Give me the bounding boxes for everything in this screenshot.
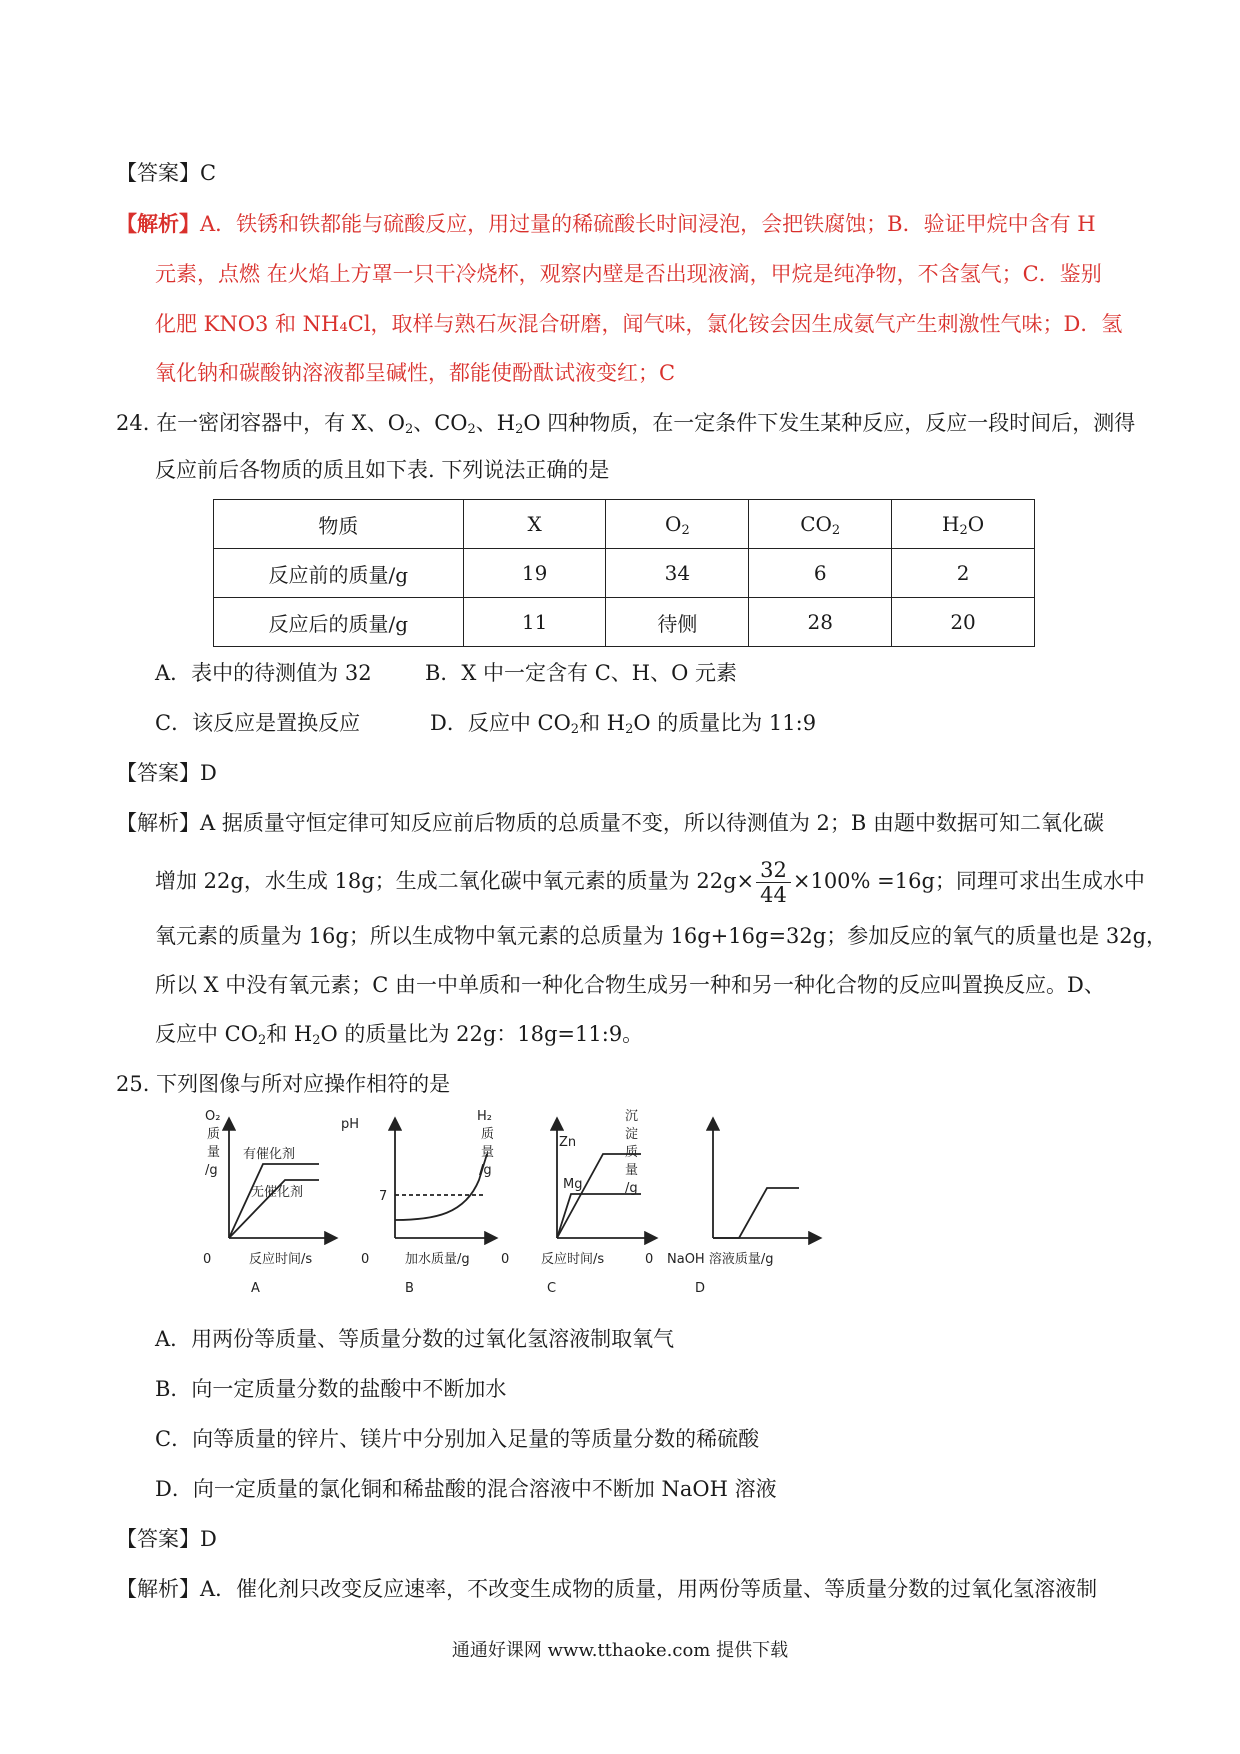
table-cell: 19 — [463, 549, 606, 598]
q24-analysis-line-1: 【解析】A 据质量守恒定律可知反应前后物质的总质量不变，所以待测值为 2；B 由题中数据可知二氧化碳 — [116, 811, 1104, 835]
graph-d-caption: D — [695, 1281, 706, 1296]
q25-answer — [116, 1524, 217, 1554]
q24-answer — [116, 758, 217, 788]
table-cell: 反应前的质量/g — [214, 549, 464, 598]
q25-option-c: C．向等质量的锌片、镁片中分别加入足量的等质量分数的稀硫酸 — [155, 1427, 760, 1451]
q24-stem-line-1: 24. 在一密闭容器中，有 X、$O_2$、$CO_2$、$H_2O$ 四种物质，在一定条件下发生某种反应，反应一段时间后，测得 — [116, 411, 1136, 437]
q23-analysis-line-4: 氧化钠和碳酸钠溶液都呈碱性，都能使酚酞试液变红；C — [155, 361, 676, 385]
graph-d-line — [713, 1188, 799, 1238]
svg-text:0: 0 — [361, 1252, 370, 1267]
answer-label: 【答案】 — [116, 161, 200, 185]
svg-text:/g: /g — [625, 1181, 638, 1196]
answer-label: 【答案】 — [116, 1527, 200, 1551]
q25-option-a: A．用两份等质量、等质量分数的过氧化氢溶液制取氧气 — [155, 1327, 675, 1351]
q23-answer — [116, 158, 216, 188]
table-row — [214, 549, 1035, 598]
page-footer: 通通好课网 www.tthaoke.com 提供下载 — [451, 1640, 789, 1661]
q25-graphs — [195, 1108, 855, 1304]
graph-b-curve — [395, 1154, 487, 1220]
q24-option-a: A．表中的待测值为 32 — [155, 661, 372, 685]
svg-text:量: 量 — [625, 1163, 639, 1178]
svg-text:0: 0 — [645, 1252, 654, 1267]
table-cell: 34 — [606, 549, 749, 598]
svg-text:量: 量 — [207, 1145, 221, 1160]
graph-a-y-label-1: O₂ — [205, 1109, 221, 1124]
q25-stem: 25. 下列图像与所对应操作相符的是 — [116, 1072, 451, 1096]
q24-option-c: C．该反应是置换反应 — [155, 711, 361, 735]
svg-text:量: 量 — [481, 1145, 495, 1160]
graph-b-y-label: pH — [341, 1117, 360, 1132]
graph-c-caption: C — [547, 1281, 557, 1296]
q24-option-b: B．X 中一定含有 C、H、O 元素 — [425, 661, 738, 685]
answer-value: D — [200, 1527, 217, 1551]
graph-a-x-label: 反应时间/s — [249, 1252, 313, 1267]
q25-option-b: B．向一定质量分数的盐酸中不断加水 — [155, 1377, 507, 1401]
graph-c-y-label-1: H₂ — [477, 1109, 492, 1124]
q23-analysis-line-3: 化肥 KNO3 和 NH₄Cl，取样与熟石灰混合研磨，闻气味，氯化铵会因生成氨气产生刺激性气味；D．氢 — [155, 312, 1123, 336]
q24-analysis-line-5: 反应中 $CO_2$和 $H_2O$ 的质量比为 22g：18g=11:9。 — [155, 1022, 644, 1048]
table-cell: 待侧 — [606, 598, 749, 647]
question-number: 25. — [116, 1072, 150, 1096]
q24-analysis-line-3: 氧元素的质量为 16g；所以生成物中氧元素的总质量为 16g+16g=32g；参加反应的氧气的质量也是 32g， — [155, 924, 1168, 948]
table-cell: 反应后的质量/g — [214, 598, 464, 647]
graph-b-x-label: 加水质量/g — [405, 1252, 470, 1267]
analysis-label: 【解析】 — [116, 1577, 200, 1601]
graph-c-x-label: 反应时间/s — [541, 1252, 605, 1267]
graph-a-caption: A — [251, 1281, 260, 1296]
answer-label: 【答案】 — [116, 761, 200, 785]
graph-b-tick-7: 7 — [379, 1189, 388, 1204]
svg-text:0: 0 — [203, 1252, 212, 1267]
graph-c-label-mg: Mg — [563, 1177, 583, 1192]
graph-a-catalyst-line — [229, 1164, 319, 1238]
table-cell: 6 — [749, 549, 892, 598]
table-cell: 物质 — [214, 500, 464, 549]
fraction: $\frac{32}{44}$ — [756, 858, 791, 907]
mass-table — [213, 499, 1035, 647]
q23-analysis-line-1: 【解析】A．铁锈和铁都能与硫酸反应，用过量的稀硫酸长时间浸泡，会把铁腐蚀；B．验证甲烷中含有 H — [116, 211, 1096, 236]
graph-b-caption: B — [405, 1281, 414, 1296]
table-cell: 2 — [892, 549, 1035, 598]
analysis-label: 【解析】 — [116, 811, 200, 835]
q24-option-d: D．反应中 $CO_2$和 $H_2O$ 的质量比为 11:9 — [430, 711, 817, 737]
answer-value: C — [200, 161, 217, 185]
svg-text:质: 质 — [207, 1127, 221, 1142]
svg-text:质: 质 — [625, 1145, 639, 1160]
graph-d-y-label-1: 沉 — [625, 1109, 639, 1124]
table-cell: 20 — [892, 598, 1035, 647]
table-cell: $H_2O$ — [892, 500, 1035, 549]
svg-text:质: 质 — [481, 1127, 495, 1142]
graph-c-label-zn: Zn — [559, 1135, 577, 1150]
table-header-row — [214, 500, 1035, 549]
graph-a-label-catalyst: 有催化剂 — [243, 1147, 296, 1162]
table-cell: $O_2$ — [606, 500, 749, 549]
q25-analysis-line-1: 【解析】A．催化剂只改变反应速率，不改变生成物的质量，用两份等质量、等质量分数的过氧化氢溶液制 — [116, 1577, 1098, 1601]
table-cell: $CO_2$ — [749, 500, 892, 549]
table-row — [214, 598, 1035, 647]
table-cell: X — [463, 500, 606, 549]
table-cell: 28 — [749, 598, 892, 647]
q24-analysis-line-4: 所以 X 中没有氧元素；C 由一中单质和一种化合物生成另一种和另一种化合物的反应叫置换反应。D、 — [155, 973, 1105, 997]
q23-analysis-line-2: 元素，点燃 在火焰上方罩一只干冷烧杯，观察内壁是否出现液滴，甲烷是纯净物，不含氢气；C．鉴别 — [155, 262, 1102, 286]
answer-value: D — [200, 761, 217, 785]
q24-analysis-line-2: 增加 22g，水生成 18g；生成二氧化碳中氧元素的质量为 22g× $\frac{32}{44}$ ×100% =16g；同理可求出生成水中 — [155, 858, 1145, 907]
svg-text:/g: /g — [205, 1163, 218, 1178]
svg-text:/g: /g — [479, 1163, 492, 1178]
table-cell: 11 — [463, 598, 606, 647]
q24-stem-line-2: 反应前后各物质的质且如下表. 下列说法正确的是 — [155, 458, 610, 482]
question-number: 24. — [116, 411, 150, 435]
svg-text:0: 0 — [501, 1252, 510, 1267]
graph-d-x-label: NaOH 溶液质量/g — [667, 1252, 774, 1267]
svg-text:淀: 淀 — [625, 1127, 639, 1142]
q25-option-d: D．向一定质量的氯化铜和稀盐酸的混合溶液中不断加 NaOH 溶液 — [155, 1477, 777, 1501]
analysis-label: 【解析】 — [116, 211, 200, 236]
graph-a-label-no-catalyst: 无催化剂 — [251, 1185, 304, 1200]
